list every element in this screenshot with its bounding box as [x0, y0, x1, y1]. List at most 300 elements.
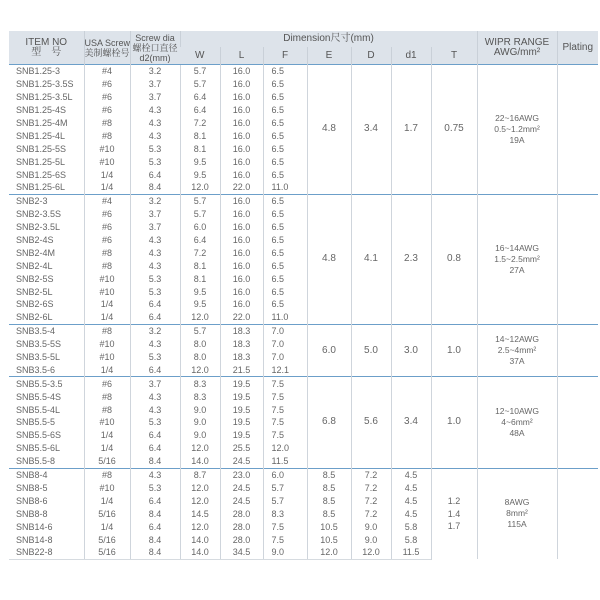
w-cell: 8.1 — [180, 259, 220, 272]
t-cell: 1.0 — [431, 377, 477, 468]
usa-screw-header-cn: 美制螺栓号 — [84, 47, 130, 58]
w-cell: 7.2 — [180, 246, 220, 259]
usa-screw-cell: #6 — [84, 91, 130, 104]
w-cell: 7.2 — [180, 117, 220, 130]
d1-cell: 4.5 — [391, 468, 431, 481]
screw-dia-cell: 4.3 — [130, 403, 180, 416]
dimension-col-header: d1 — [391, 47, 431, 65]
usa-screw-cell: #4 — [84, 194, 130, 207]
f-cell: 7.5 — [263, 429, 307, 442]
usa-screw-cell: #10 — [84, 272, 130, 285]
f-cell: 6.5 — [263, 221, 307, 234]
w-cell: 9.0 — [180, 429, 220, 442]
w-cell: 6.4 — [180, 91, 220, 104]
table-row — [9, 194, 598, 207]
terminal-group — [9, 194, 598, 324]
item-no-cell: SNB5.5-3.5 — [9, 377, 84, 390]
d1-cell: 5.8 — [391, 520, 431, 533]
f-cell: 11.0 — [263, 181, 307, 194]
table-row — [9, 377, 598, 390]
l-cell: 19.5 — [220, 390, 263, 403]
dimension-col-header: L — [220, 47, 263, 65]
w-cell: 5.7 — [180, 208, 220, 221]
screw-dia-cell: 6.4 — [130, 429, 180, 442]
item-no-cell: SNB8-6 — [16, 495, 48, 506]
usa-screw-cell: #8 — [84, 246, 130, 259]
wipr-range-value: 14~12AWG — [495, 334, 539, 345]
f-cell: 9.0 — [263, 546, 307, 559]
t-cell — [431, 468, 477, 559]
item-no-cell: SNB5.5-4L — [16, 404, 61, 415]
wipr-range-value: 115A — [507, 519, 527, 530]
wipr-range-value: 22~16AWG — [495, 112, 539, 123]
item-no-cell: SNB3.5-4 — [9, 324, 84, 337]
item-no-cell: SNB5.5-6L — [16, 443, 61, 454]
e-cell: 6.8 — [307, 377, 351, 468]
d1-cell: 3.4 — [391, 377, 431, 468]
d1-cell: 4.5 — [391, 507, 431, 520]
wipr-range-value: 0.5~1.2mm² — [494, 123, 540, 134]
l-cell: 16.0 — [220, 272, 263, 285]
w-cell: 12.0 — [180, 494, 220, 507]
l-cell: 21.5 — [220, 363, 263, 376]
terminal-group — [9, 377, 598, 468]
usa-screw-cell: #10 — [84, 142, 130, 155]
w-cell: 9.0 — [180, 403, 220, 416]
screw-dia-cell: 5.3 — [130, 416, 180, 429]
wipr-range-cell — [477, 65, 557, 195]
screw-dia-cell: 4.3 — [130, 390, 180, 403]
wipr-range-value: 16~14AWG — [495, 242, 539, 253]
l-cell: 16.0 — [220, 104, 263, 117]
f-cell: 5.7 — [263, 494, 307, 507]
e-cell: 8.5 — [307, 494, 351, 507]
l-cell: 16.0 — [220, 246, 263, 259]
item-no-cell: SNB8-8 — [16, 508, 48, 519]
l-cell: 16.0 — [220, 142, 263, 155]
screw-dia-header-cn: 螺栓口直径 — [132, 42, 178, 53]
usa-screw-cell: #8 — [84, 390, 130, 403]
screw-dia-cell: 5.3 — [130, 272, 180, 285]
l-cell: 25.5 — [220, 442, 263, 455]
table-header — [9, 31, 598, 65]
f-cell: 12.1 — [263, 363, 307, 376]
f-cell: 7.5 — [263, 416, 307, 429]
item-no-cell: SNB2-3.5L — [16, 222, 61, 233]
item-no-cell: SNB1.25-3.5L — [16, 92, 73, 103]
screw-dia-cell: 3.7 — [130, 91, 180, 104]
wipr-range-value: 27A — [509, 264, 525, 275]
f-cell: 6.5 — [263, 155, 307, 168]
d1-cell: 2.3 — [391, 194, 431, 324]
item-no-header-cn: 型 号 — [31, 46, 62, 58]
f-cell: 6.5 — [263, 234, 307, 247]
l-cell: 28.0 — [220, 507, 263, 520]
usa-screw-cell: 1/4 — [84, 181, 130, 194]
usa-screw-cell: #10 — [84, 416, 130, 429]
usa-screw-cell: #8 — [84, 129, 130, 142]
usa-screw-cell: 5/16 — [84, 507, 130, 520]
screw-dia-cell: 6.4 — [130, 363, 180, 376]
e-cell: 8.5 — [307, 507, 351, 520]
item-no-cell: SNB2-5L — [16, 286, 53, 297]
item-no-cell: SNB1.25-4L — [16, 130, 66, 141]
usa-screw-cell: #10 — [84, 155, 130, 168]
f-cell: 7.5 — [263, 377, 307, 390]
usa-screw-cell: 1/4 — [84, 363, 130, 376]
t-cell: 0.75 — [431, 65, 477, 195]
item-no-cell: SNB8-5 — [16, 482, 48, 493]
e-cell: 10.5 — [307, 520, 351, 533]
d1-cell: 3.0 — [391, 324, 431, 377]
screw-dia-cell: 3.2 — [130, 324, 180, 337]
dimension-header: Dimension尺寸(mm) — [180, 31, 477, 47]
l-cell: 16.0 — [220, 78, 263, 91]
l-cell: 18.3 — [220, 338, 263, 351]
w-cell: 14.0 — [180, 455, 220, 468]
w-cell: 8.3 — [180, 390, 220, 403]
usa-screw-cell: 1/4 — [84, 494, 130, 507]
screw-dia-cell: 8.4 — [130, 533, 180, 546]
screw-dia-cell: 4.3 — [130, 338, 180, 351]
usa-screw-cell: 5/16 — [84, 455, 130, 468]
f-cell: 6.5 — [263, 194, 307, 207]
screw-dia-cell: 3.7 — [130, 221, 180, 234]
screw-dia-cell: 4.3 — [130, 117, 180, 130]
item-no-cell: SNB22-8 — [9, 546, 84, 559]
terminal-group — [9, 468, 598, 559]
screw-dia-cell: 4.3 — [130, 234, 180, 247]
l-cell: 24.5 — [220, 455, 263, 468]
d-cell: 7.2 — [351, 507, 391, 520]
usa-screw-cell: 1/4 — [84, 168, 130, 181]
d-cell: 7.2 — [351, 468, 391, 481]
wipr-range-header — [477, 31, 557, 65]
e-cell: 10.5 — [307, 533, 351, 546]
screw-dia-cell: 6.4 — [130, 311, 180, 324]
d-cell: 3.4 — [351, 65, 391, 195]
d1-cell: 1.7 — [391, 65, 431, 195]
usa-screw-cell: 1/4 — [84, 429, 130, 442]
screw-dia-header-en: Screw dia — [135, 32, 175, 43]
w-cell: 8.1 — [180, 272, 220, 285]
l-cell: 16.0 — [220, 285, 263, 298]
item-no-cell: SNB2-3.5S — [16, 209, 62, 220]
usa-screw-cell: #6 — [84, 377, 130, 390]
item-no-cell: SNB14-8 — [16, 534, 53, 545]
w-cell: 14.0 — [180, 546, 220, 559]
wipr-range-cell — [477, 194, 557, 324]
d-cell: 7.2 — [351, 494, 391, 507]
usa-screw-cell: 1/4 — [84, 520, 130, 533]
table-row — [9, 65, 598, 78]
d1-cell: 5.8 — [391, 533, 431, 546]
e-cell: 4.8 — [307, 194, 351, 324]
wipr-range-cell — [477, 468, 557, 559]
t-value: 1.2 — [447, 495, 461, 506]
screw-dia-header-unit: d2(mm) — [139, 52, 171, 63]
wipr-range-value: 12~10AWG — [495, 405, 539, 416]
item-no-header — [9, 31, 84, 65]
w-cell: 8.0 — [180, 338, 220, 351]
screw-dia-cell: 6.4 — [130, 168, 180, 181]
wipr-range-header-en: WIPR RANGE — [484, 36, 550, 48]
item-no-cell: SNB2-3 — [9, 194, 84, 207]
usa-screw-cell: 5/16 — [84, 546, 130, 559]
w-cell: 8.1 — [180, 129, 220, 142]
f-cell: 6.5 — [263, 117, 307, 130]
f-cell: 6.5 — [263, 91, 307, 104]
l-cell: 16.0 — [220, 168, 263, 181]
usa-screw-header — [84, 31, 130, 65]
f-cell: 6.5 — [263, 78, 307, 91]
d-cell: 9.0 — [351, 520, 391, 533]
f-cell: 6.5 — [263, 298, 307, 311]
usa-screw-cell: #10 — [84, 285, 130, 298]
f-cell: 7.5 — [263, 390, 307, 403]
item-no-cell: SNB1.25-4S — [16, 105, 67, 116]
usa-screw-cell: #6 — [84, 221, 130, 234]
item-no-cell: SNB5.5-5 — [16, 417, 56, 428]
usa-screw-cell: #8 — [84, 259, 130, 272]
wipr-range-value: 1.5~2.5mm² — [494, 253, 540, 264]
screw-dia-cell: 5.3 — [130, 155, 180, 168]
screw-dia-cell: 5.3 — [130, 351, 180, 364]
f-cell: 5.7 — [263, 482, 307, 495]
l-cell: 16.0 — [220, 91, 263, 104]
screw-dia-cell: 8.4 — [130, 507, 180, 520]
t-value: 1.4 — [447, 508, 461, 519]
f-cell: 6.5 — [263, 285, 307, 298]
usa-screw-cell: 1/4 — [84, 298, 130, 311]
f-cell: 11.5 — [263, 455, 307, 468]
wipr-range-value: 8mm² — [506, 508, 528, 519]
plating-header: Plating — [557, 31, 598, 65]
screw-dia-cell: 6.4 — [130, 442, 180, 455]
ring-terminal-spec-table — [9, 31, 598, 560]
e-cell: 4.8 — [307, 65, 351, 195]
w-cell: 12.0 — [180, 520, 220, 533]
screw-dia-cell: 3.7 — [130, 208, 180, 221]
dimension-col-header: E — [307, 47, 351, 65]
usa-screw-cell: #6 — [84, 78, 130, 91]
screw-dia-cell: 5.3 — [130, 482, 180, 495]
wipr-range-value: 8AWG — [504, 497, 530, 508]
usa-screw-cell: #6 — [84, 234, 130, 247]
usa-screw-cell: #8 — [84, 468, 130, 481]
l-cell: 28.0 — [220, 520, 263, 533]
wipr-range-cell — [477, 377, 557, 468]
plating-cell — [557, 194, 598, 324]
l-cell: 18.3 — [220, 324, 263, 337]
d-cell: 7.2 — [351, 482, 391, 495]
f-cell: 6.5 — [263, 246, 307, 259]
w-cell: 8.3 — [180, 377, 220, 390]
l-cell: 16.0 — [220, 194, 263, 207]
f-cell: 12.0 — [263, 442, 307, 455]
item-no-cell: SNB8-4 — [9, 468, 84, 481]
usa-screw-cell: #10 — [84, 338, 130, 351]
l-cell: 19.5 — [220, 429, 263, 442]
w-cell: 9.5 — [180, 285, 220, 298]
f-cell: 6.5 — [263, 208, 307, 221]
w-cell: 8.7 — [180, 468, 220, 481]
w-cell: 12.0 — [180, 482, 220, 495]
item-no-cell: SNB2-5S — [16, 273, 54, 284]
d-cell: 12.0 — [351, 546, 391, 559]
t-value: 1.7 — [447, 521, 461, 532]
dimension-col-header: T — [431, 47, 477, 65]
terminal-group — [9, 324, 598, 377]
item-no-cell: SNB2-6S — [16, 299, 54, 310]
w-cell: 6.0 — [180, 221, 220, 234]
screw-dia-cell: 8.4 — [130, 455, 180, 468]
l-cell: 34.5 — [220, 546, 263, 559]
screw-dia-cell: 6.4 — [130, 298, 180, 311]
item-no-cell: SNB1.25-5S — [16, 143, 67, 154]
w-cell: 12.0 — [180, 181, 220, 194]
usa-screw-cell: #10 — [84, 351, 130, 364]
l-cell: 28.0 — [220, 533, 263, 546]
f-cell: 7.0 — [263, 324, 307, 337]
dimension-col-header: F — [263, 47, 307, 65]
l-cell: 19.5 — [220, 403, 263, 416]
l-cell: 16.0 — [220, 117, 263, 130]
plating-cell — [557, 324, 598, 377]
item-no-cell: SNB1.25-4M — [16, 118, 68, 128]
usa-screw-cell: #8 — [84, 403, 130, 416]
item-no-cell: SNB1.25-6S — [16, 169, 67, 180]
wipr-range-value: 4~6mm² — [501, 416, 533, 427]
d1-cell: 4.5 — [391, 482, 431, 495]
f-cell: 6.5 — [263, 104, 307, 117]
l-cell: 16.0 — [220, 208, 263, 221]
item-no-cell: SNB2-4S — [16, 235, 54, 246]
table-row — [9, 324, 598, 337]
w-cell: 5.7 — [180, 78, 220, 91]
w-cell: 9.5 — [180, 155, 220, 168]
w-cell: 9.5 — [180, 298, 220, 311]
usa-screw-cell: #4 — [84, 65, 130, 78]
e-cell: 12.0 — [307, 546, 351, 559]
plating-cell — [557, 65, 598, 195]
f-cell: 6.5 — [263, 142, 307, 155]
d-cell: 5.6 — [351, 377, 391, 468]
w-cell: 12.0 — [180, 363, 220, 376]
item-no-cell: SNB2-4L — [16, 260, 53, 271]
screw-dia-cell: 4.3 — [130, 259, 180, 272]
usa-screw-header-en: USA Screw — [84, 37, 130, 48]
plating-cell — [557, 468, 598, 559]
item-no-cell: SNB2-4M — [16, 247, 56, 258]
d1-cell: 11.5 — [391, 546, 431, 559]
w-cell: 14.5 — [180, 507, 220, 520]
w-cell: 9.5 — [180, 168, 220, 181]
spec-table-container — [9, 31, 598, 560]
wipr-range-cell — [477, 324, 557, 377]
l-cell: 16.0 — [220, 155, 263, 168]
l-cell: 22.0 — [220, 181, 263, 194]
dimension-col-header: D — [351, 47, 391, 65]
l-cell: 23.0 — [220, 468, 263, 481]
d-cell: 4.1 — [351, 194, 391, 324]
item-no-cell: SNB5.5-8 — [16, 456, 56, 467]
l-cell: 19.5 — [220, 416, 263, 429]
usa-screw-cell: #8 — [84, 324, 130, 337]
l-cell: 24.5 — [220, 494, 263, 507]
item-no-cell: SNB1.25-5L — [16, 156, 66, 167]
w-cell: 6.4 — [180, 234, 220, 247]
item-no-cell: SNB1.25-6L — [16, 182, 66, 193]
f-cell: 6.5 — [263, 168, 307, 181]
w-cell: 12.0 — [180, 311, 220, 324]
t-cell: 1.0 — [431, 324, 477, 377]
wipr-range-header-unit: AWG/mm² — [493, 46, 541, 58]
f-cell: 7.0 — [263, 351, 307, 364]
t-cell: 0.8 — [431, 194, 477, 324]
screw-dia-cell: 3.7 — [130, 377, 180, 390]
screw-dia-cell: 4.3 — [130, 468, 180, 481]
screw-dia-cell: 8.4 — [130, 181, 180, 194]
usa-screw-cell: #6 — [84, 208, 130, 221]
d-cell: 9.0 — [351, 533, 391, 546]
w-cell: 14.0 — [180, 533, 220, 546]
usa-screw-cell: 1/4 — [84, 311, 130, 324]
item-no-cell: SNB2-6L — [16, 312, 53, 323]
item-no-header-en: ITEM NO — [25, 36, 68, 48]
l-cell: 22.0 — [220, 311, 263, 324]
w-cell: 5.7 — [180, 324, 220, 337]
usa-screw-cell: #8 — [84, 117, 130, 130]
screw-dia-cell: 3.7 — [130, 78, 180, 91]
wipr-range-value: 37A — [509, 356, 525, 367]
usa-screw-cell: #10 — [84, 482, 130, 495]
l-cell: 16.0 — [220, 65, 263, 78]
f-cell: 7.5 — [263, 403, 307, 416]
w-cell: 8.1 — [180, 142, 220, 155]
dimension-col-header: W — [180, 47, 220, 65]
screw-dia-cell: 6.4 — [130, 494, 180, 507]
item-no-cell: SNB1.25-3 — [9, 65, 84, 78]
d1-cell: 4.5 — [391, 494, 431, 507]
wipr-range-value: 2.5~4mm² — [497, 345, 537, 356]
e-cell: 6.0 — [307, 324, 351, 377]
f-cell: 6.0 — [263, 468, 307, 481]
f-cell: 6.5 — [263, 129, 307, 142]
usa-screw-cell: #6 — [84, 104, 130, 117]
wipr-range-value: 48A — [509, 427, 525, 438]
screw-dia-cell: 4.3 — [130, 104, 180, 117]
screw-dia-header — [130, 31, 180, 65]
f-cell: 6.5 — [263, 272, 307, 285]
item-no-cell: SNB5.5-4S — [16, 391, 62, 402]
screw-dia-cell: 3.2 — [130, 65, 180, 78]
w-cell: 12.0 — [180, 442, 220, 455]
w-cell: 6.4 — [180, 104, 220, 117]
item-no-cell: SNB3.5-5S — [16, 339, 62, 350]
wipr-range-value: 19A — [509, 134, 525, 145]
w-cell: 5.7 — [180, 194, 220, 207]
usa-screw-cell: 1/4 — [84, 442, 130, 455]
f-cell: 11.0 — [263, 311, 307, 324]
l-cell: 18.3 — [220, 351, 263, 364]
e-cell: 8.5 — [307, 482, 351, 495]
e-cell: 8.5 — [307, 468, 351, 481]
w-cell: 8.0 — [180, 351, 220, 364]
l-cell: 19.5 — [220, 377, 263, 390]
plating-cell — [557, 377, 598, 468]
f-cell: 6.5 — [263, 65, 307, 78]
